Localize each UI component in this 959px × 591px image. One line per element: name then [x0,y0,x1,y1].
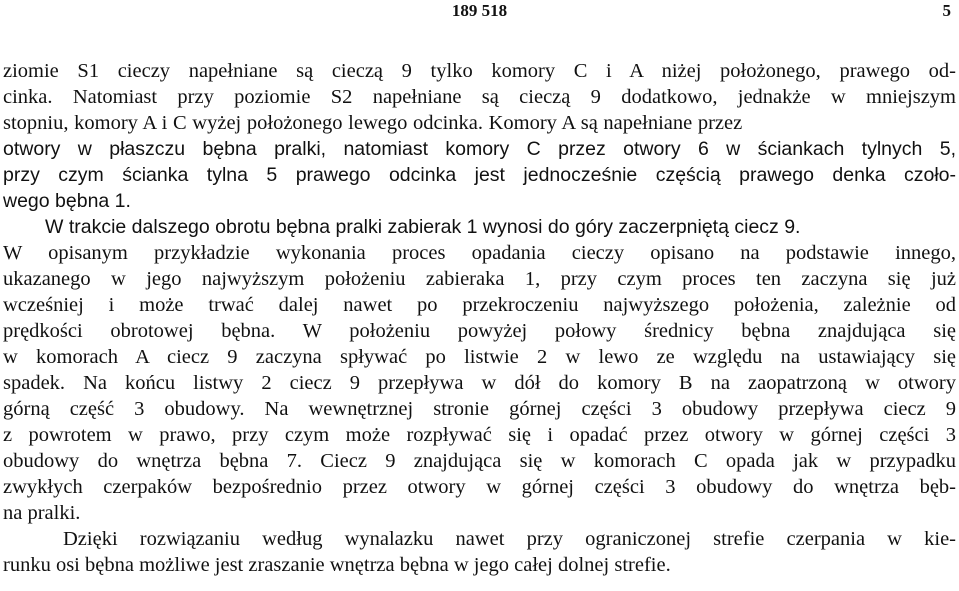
page-number: 5 [942,1,951,20]
paragraph-first-line: Dzięki rozwiązaniu według wynalazku nawet przy ograniczonej strefie czerpania w kie- [63,528,956,550]
text-line: z powrotem w prawo, przy czym może rozpływać się i opadać przez otwory w górnej części 3 [3,424,956,446]
text-line: cinka. Natomiast przy poziomie S2 napełniane są cieczą 9 dodatkowo, jednakże w mniejszym [3,86,956,108]
paragraph-first-line: W trakcie dalszego obrotu bębna pralki zabierak 1 wynosi do góry zaczerpniętą ciecz 9. [45,216,801,238]
text-line: stopniu, komory A i C wyżej położonego lewego odcinka. Komory A są napełniane przez [3,112,743,134]
text-line: w komorach A ciecz 9 zaczyna spływać po listwie 2 w lewo ze względu na ustawiający się [3,346,956,368]
text-line: na pralki. [3,502,81,524]
text-line: zwykłych czerpaków bezpośrednio przez otwory w górnej części 3 obudowy do wnętrza bęb- [3,476,956,498]
text-line: otwory w płaszczu bębna pralki, natomiast komory C przez otwory 6 w ściankach tylnych 5, [3,138,956,160]
text-line: ziomie S1 cieczy napełniane są cieczą 9 tylko komory C i A niżej położonego, prawego od- [3,60,956,82]
text-line: spadek. Na końcu listwy 2 ciecz 9 przepływa w dół do komory B na zaopatrzoną w otwory [3,372,956,394]
patent-number: 189 518 [451,1,508,20]
text-line: prędkości obrotowej bębna. W położeniu powyżej połowy średnicy bębna znajdująca się [3,320,956,342]
text-line: runku osi bębna możliwe jest zraszanie wnętrza bębna w jego całej dolnej strefie. [3,554,671,576]
text-line: obudowy do wnętrza bębna 7. Ciecz 9 znajdująca się w komorach C opada jak w przypadku [3,450,956,472]
text-line: wego bębna 1. [3,190,131,212]
text-line: przy czym ścianka tylna 5 prawego odcinka jest jednocześnie częścią prawego denka czoło- [3,164,956,186]
document-body [3,58,956,578]
text-line: górną część 3 obudowy. Na wewnętrznej stronie górnej części 3 obudowy przepływa ciecz 9 [3,398,956,420]
text-line: W opisanym przykładzie wykonania proces opadania cieczy opisano na podstawie innego, [3,242,956,264]
page-header [0,0,959,28]
text-line: wcześniej i może trwać dalej nawet po przekroczeniu najwyższego położenia, zależnie od [3,294,956,316]
text-line: ukazanego w jego najwyższym położeniu zabieraka 1, przy czym proces ten zaczyna się już [3,268,956,290]
